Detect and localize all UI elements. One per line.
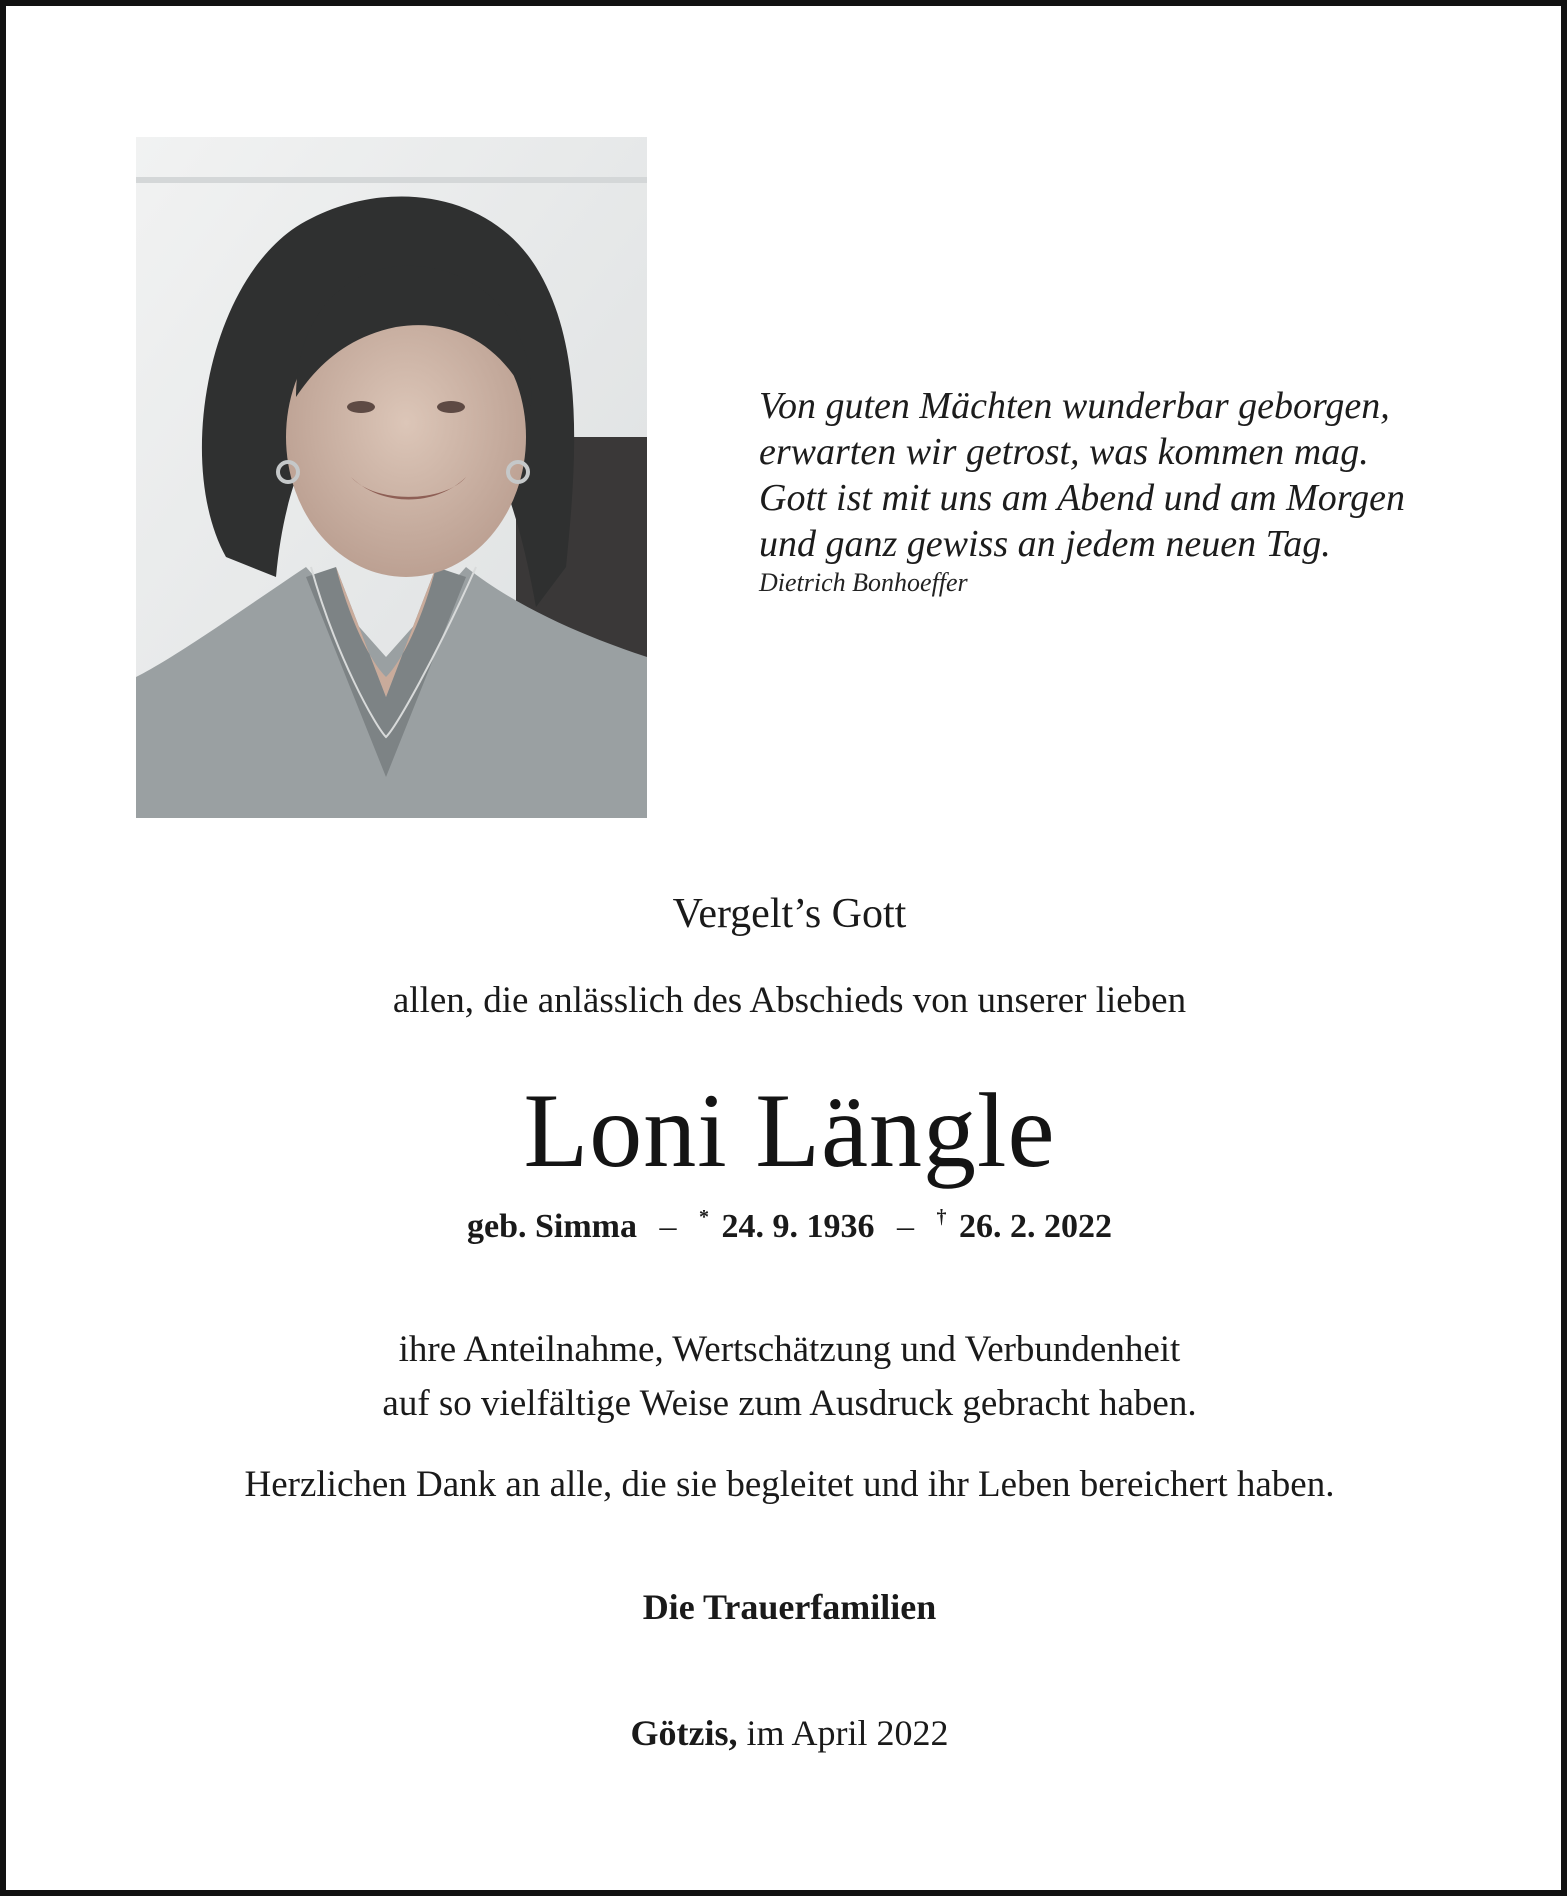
death-date: 26. 2. 2022 bbox=[959, 1208, 1112, 1245]
place-name: Götzis, bbox=[630, 1713, 738, 1753]
quote-line: Von guten Mächten wunderbar geborgen, bbox=[759, 385, 1390, 427]
deceased-name: Loni Längle bbox=[523, 1072, 1056, 1189]
thanks-heading: Vergelt’s Gott bbox=[672, 891, 907, 937]
place-date bbox=[6, 1708, 1567, 1758]
quote-author: Dietrich Bonhoeffer bbox=[759, 568, 968, 597]
birth-symbol: * bbox=[699, 1206, 709, 1228]
gratitude-text: Herzlichen Dank an alle, die sie begleitet und ihr Leben bereichert haben. bbox=[244, 1464, 1335, 1505]
dash-separator: – bbox=[659, 1208, 677, 1245]
quote-line: und ganz gewiss an jedem neuen Tag. bbox=[759, 523, 1331, 565]
acknowledgement-line: ihre Anteilnahme, Wertschätzung und Verbundenheit bbox=[398, 1329, 1181, 1370]
signature: Die Trauerfamilien bbox=[642, 1587, 937, 1627]
portrait-photo bbox=[136, 137, 647, 818]
intro-text: allen, die anlässlich des Abschieds von unserer lieben bbox=[392, 980, 1187, 1021]
acknowledgement-line: auf so vielfältige Weise zum Ausdruck gebracht haben. bbox=[382, 1383, 1197, 1424]
date-text: im April 2022 bbox=[746, 1713, 949, 1753]
birth-date: 24. 9. 1936 bbox=[721, 1208, 875, 1245]
life-dates bbox=[6, 1193, 1567, 1251]
acknowledgement-text bbox=[6, 1323, 1567, 1431]
quote-line: Gott ist mit uns am Abend und am Morgen bbox=[759, 477, 1405, 519]
birth-name: geb. Simma bbox=[467, 1208, 637, 1245]
quote-line: erwarten wir getrost, was kommen mag. bbox=[759, 431, 1369, 473]
dash-separator: – bbox=[897, 1208, 914, 1245]
quote-text bbox=[759, 383, 1479, 567]
death-symbol: † bbox=[936, 1206, 947, 1228]
